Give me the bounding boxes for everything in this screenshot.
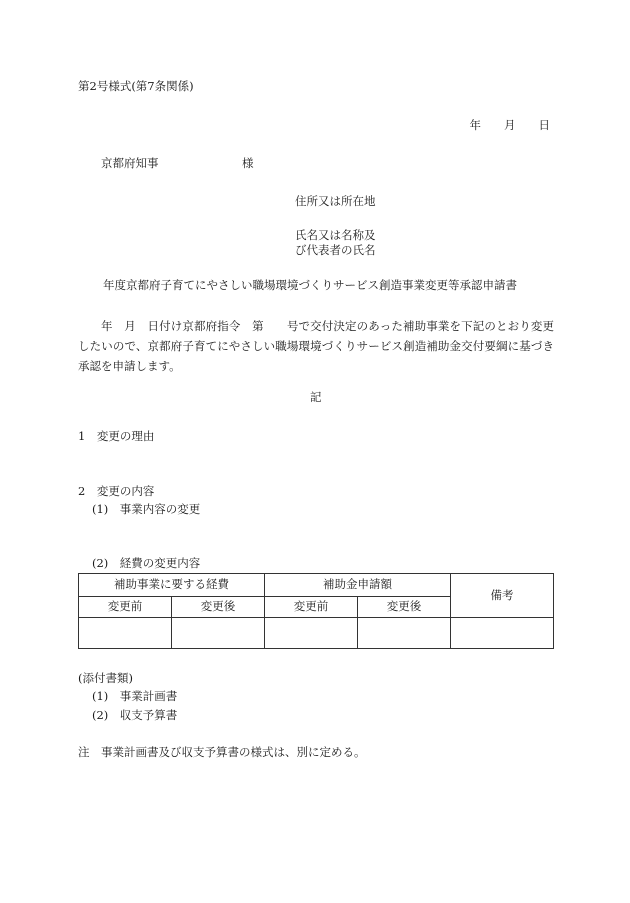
ki-heading: 記 — [310, 390, 322, 404]
header-subsidy-after: 変更後 — [358, 597, 451, 618]
date-line: 年 月 日 — [469, 118, 550, 132]
header-expense-before: 変更前 — [79, 597, 172, 618]
address-label: 住所又は所在地 — [295, 194, 376, 208]
item-business-content-change: (1) 事業内容の変更 — [92, 502, 201, 516]
item-expense-change: (2) 経費の変更内容 — [92, 556, 201, 570]
name-label-line2: び代表者の氏名 — [295, 243, 376, 257]
attachments-heading: (添付書類) — [78, 671, 133, 685]
section-change-content: 2 変更の内容 — [78, 484, 155, 498]
header-subsidy-before: 変更前 — [265, 597, 358, 618]
header-project-expense: 補助事業に要する経費 — [79, 574, 265, 597]
note: 注 事業計画書及び収支予算書の様式は、別に定める。 — [78, 745, 366, 759]
header-expense-after: 変更後 — [172, 597, 265, 618]
cell-expense-before — [79, 618, 172, 649]
attachment-business-plan: (1) 事業計画書 — [92, 689, 178, 703]
addressee: 京都府知事 — [101, 156, 159, 170]
addressee-honorific: 様 — [242, 156, 254, 170]
body-paragraph: 年 月 日付け京都府指令 第 号で交付決定のあった補助事業を下記のとおり変更したいので、京都府子育てにやさしい職場環境づくりサービス創造補助金交付要綱に基づき承認を申請します。 — [78, 319, 554, 373]
cell-remarks — [451, 618, 554, 649]
attachment-budget: (2) 収支予算書 — [92, 708, 178, 722]
expense-change-table — [78, 573, 554, 649]
cell-subsidy-before — [265, 618, 358, 649]
header-subsidy-amount: 補助金申請額 — [265, 574, 451, 597]
document-title: 年度京都府子育てにやさしい職場環境づくりサービス創造事業変更等承認申請書 — [103, 278, 517, 292]
form-number: 第2号様式(第7条関係) — [78, 79, 194, 93]
cell-expense-after — [172, 618, 265, 649]
section-change-reason: 1 変更の理由 — [78, 429, 155, 443]
header-remarks: 備考 — [451, 574, 554, 618]
name-label-line1: 氏名又は名称及 — [295, 228, 376, 242]
cell-subsidy-after — [358, 618, 451, 649]
